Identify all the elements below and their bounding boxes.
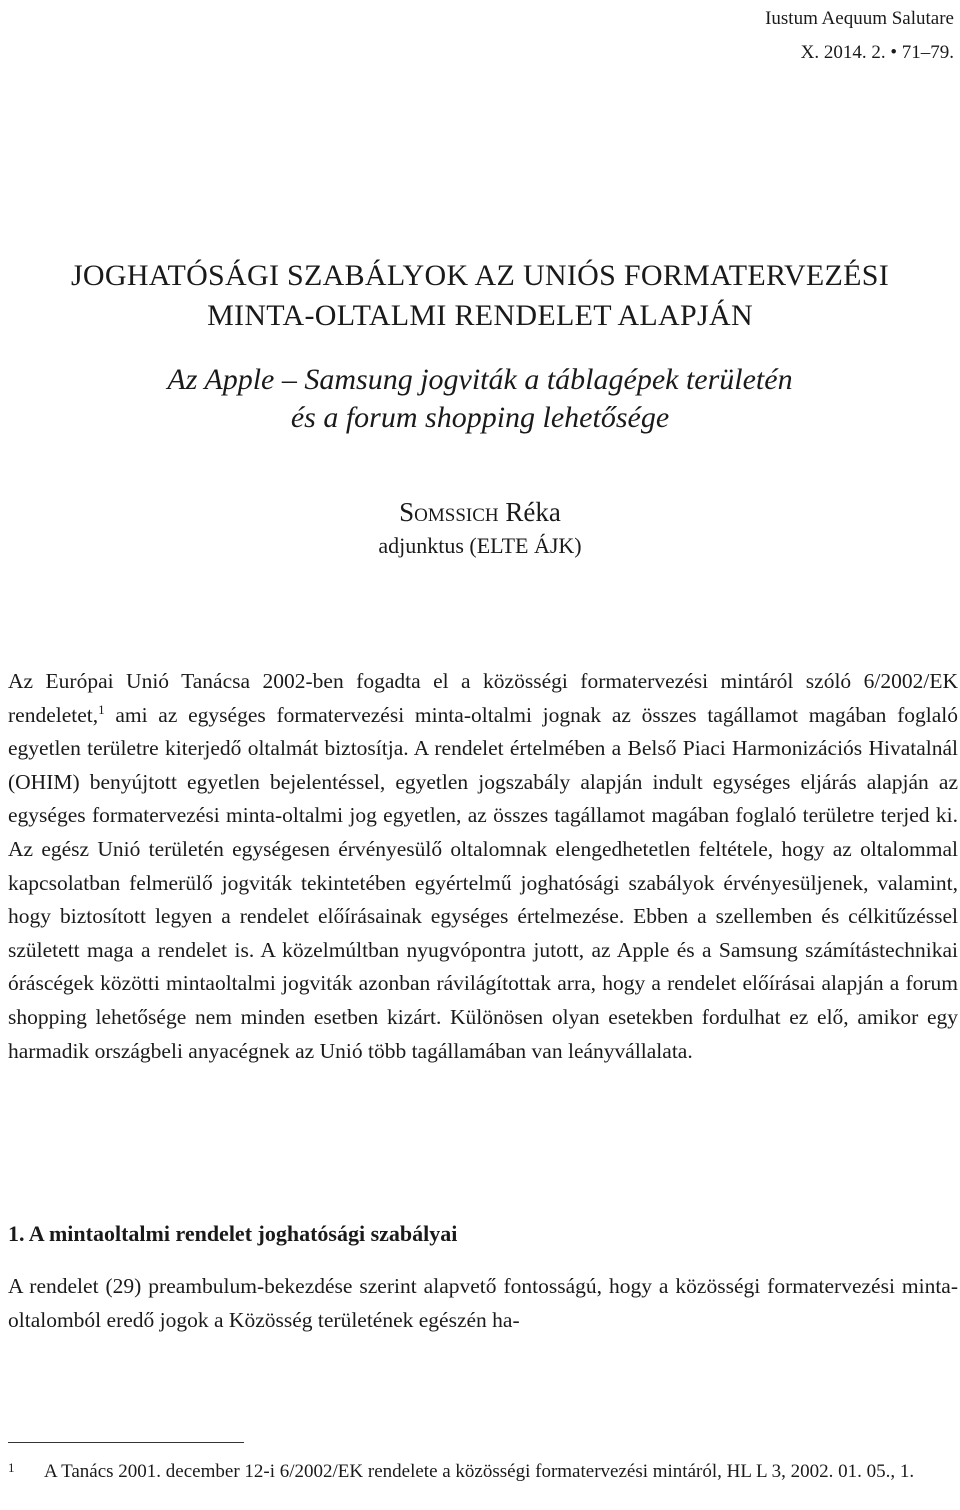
author-affiliation: adjunktus (ELTE ÁJK) xyxy=(378,533,582,558)
author-surname: Somssich xyxy=(399,497,499,527)
footnote-divider xyxy=(8,1442,244,1443)
footnote-reference[interactable]: 1 xyxy=(98,701,105,717)
footnote xyxy=(8,1455,954,1488)
title-line-2: MINTA-OLTALMI RENDELET ALAPJÁN xyxy=(207,299,753,332)
author-name xyxy=(0,494,960,530)
subtitle-line-2: és a forum shopping lehetősége xyxy=(290,401,670,434)
abstract-paragraph xyxy=(8,665,958,1068)
article-subtitle xyxy=(0,361,960,437)
journal-volume: X. 2014. 2. • 71–79. xyxy=(800,42,954,63)
journal-name: Iustum Aequum Salutare xyxy=(765,8,954,29)
abstract-text-part-2: ami az egységes formatervezési minta-oltalmi jognak az összes tagállamot magában foglaló egyetlen területre kiterjedő oltalmát biztosítja. A rendelet értelmében a Belső Piaci Harmonizációs Hivatalnál (OHIM) benyújtott egyetlen bejelentéssel, egyetlen jogszabály alapján indult egységes eljárás alapján az egységes formatervezési minta-oltalmi jog egyetlen, az összes tagállamot magában foglaló területre terjed ki. Az egész Unió területén egységesen érvényesülő oltalomnak elengedhetetlen feltétele, hogy az oltalommal kapcsolatban felmerülő jogviták tekintetében egyértelmű joghatósági szabályok érvényesüljenek, valamint, hogy biztosított legyen a rendelet előírásainak egységes értelmezése. Ebben a szellemben és célkitűzéssel született maga a rendelet is. A közelmúltban nyugvópontra jutott, az Apple és a Samsung számítástechnikai óráscégek közötti mintaoltalmi jogviták azonban rávilágítottak arra, hogy a rendelet előírásai alapján a forum shopping lehetősége nem minden esetben kizárt. Különösen olyan esetekben fordulhat ez elő, amikor egy harmadik országbeli anyacégnek az Unió több tagállamában van leányvállalata. xyxy=(8,702,958,1063)
footnote-text: A Tanács 2001. december 12-i 6/2002/EK rendelete a közösségi formatervezési mintáról, HL L 3, 2002. 01. 05., 1. xyxy=(44,1461,915,1482)
author-given-name: Réka xyxy=(505,497,561,527)
article-title xyxy=(0,256,960,336)
section-paragraph: A rendelet (29) preambulum-bekezdése szerint alapvető fontosságú, hogy a közösségi formatervezési minta-oltalomból eredő jogok a Közösség területének egészén ha- xyxy=(8,1274,958,1332)
journal-header xyxy=(765,2,954,70)
section-heading: 1. A mintaoltalmi rendelet joghatósági szabályai xyxy=(8,1221,458,1246)
title-line-1: JOGHATÓSÁGI SZABÁLYOK AZ UNIÓS FORMATERVEZÉSI xyxy=(70,259,890,292)
abstract-text-part-1: Az Európai Unió Tanácsa 2002-ben fogadta el a közösségi formatervezési mintáról szóló 6/2002/EK rendeletet, xyxy=(8,669,958,727)
subtitle-line-1: Az Apple – Samsung jogviták a táblagépek területén xyxy=(167,363,793,396)
footnote-number: 1 xyxy=(8,1460,15,1475)
